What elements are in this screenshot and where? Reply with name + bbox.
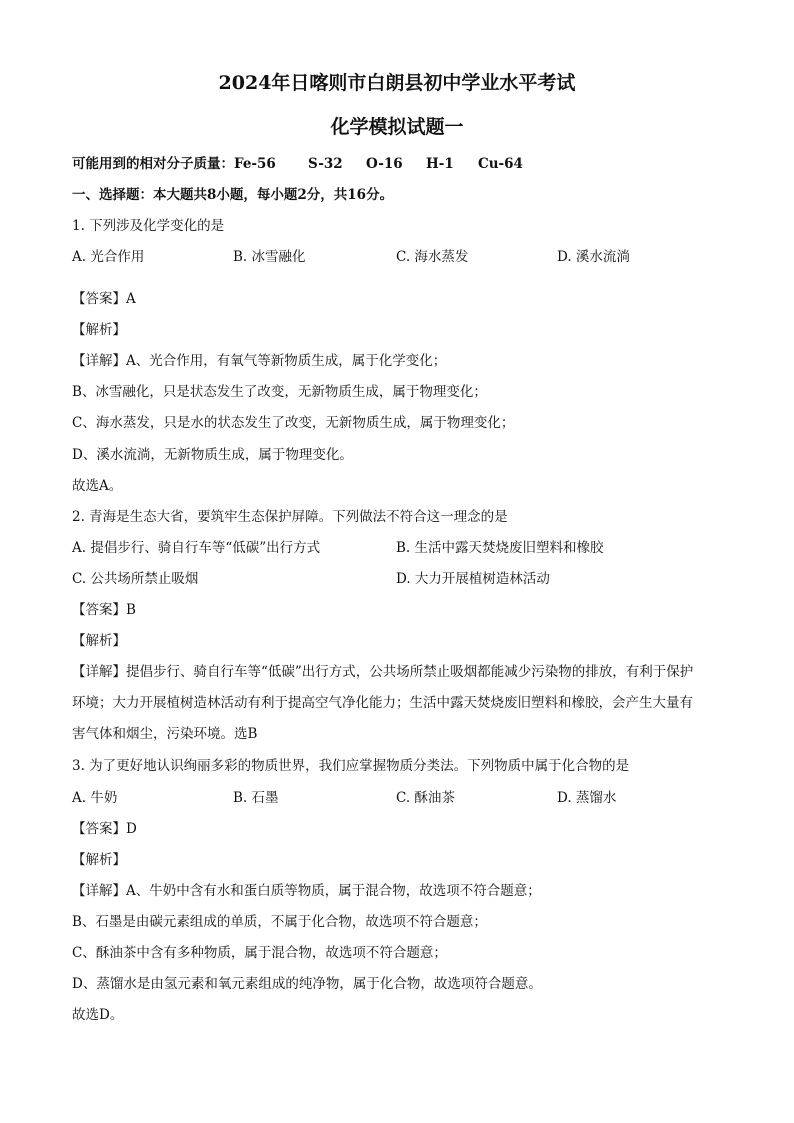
mass-fe: Fe-56 [234,156,276,172]
question-1-detail-line: C、海水蒸发，只是水的状态发生了改变，无新物质生成，属于物理变化； [72,415,515,431]
mass-h: H-1 [426,156,454,172]
question-1-analysis-label: 【解析】 [72,322,126,338]
question-3-option-d: D. 蒸馏水 [557,790,617,806]
question-2-stem: 2. 青海是生态大省，要筑牢生态保护屏障。下列做法不符合这一理念的是 [72,509,508,525]
question-3-detail-line: D、蒸馏水是由氢元素和氧元素组成的纯净物，属于化合物，故选项符合题意。 [72,976,542,992]
mass-cu: Cu-64 [478,156,523,172]
question-3-detail-line: C、酥油茶中含有多种物质，属于混合物，故选项不符合题意； [72,945,447,961]
question-2-detail-line: 环境；大力开展植树造林活动有利于提高空气净化能力；生活中露天焚烧废旧塑料和橡胶，会产生大量有 [72,695,693,711]
page-subtitle: 化学模拟试题一 [330,116,464,138]
question-2-option-a: A. 提倡步行、骑自行车等“低碳”出行方式 [72,540,321,556]
question-2-analysis-label: 【解析】 [72,633,126,649]
question-2-answer: 【答案】B [72,602,136,618]
question-2-option-b: B. 生活中露天焚烧废旧塑料和橡胶 [396,540,604,556]
question-1-option-d: D. 溪水流淌 [557,249,630,265]
question-3-analysis-label: 【解析】 [72,852,126,868]
question-1-detail-line: B、冰雪融化，只是状态发生了改变，无新物质生成，属于物理变化； [72,384,487,400]
section-heading: 一、选择题：本大题共8小题，每小题2分，共16分。 [72,187,394,203]
atomic-masses [72,152,523,172]
mass-s: S-32 [308,156,343,172]
atomic-masses-label: 可能用到的相对分子质量： [72,156,234,172]
question-2-detail-line: 【详解】提倡步行、骑自行车等“低碳”出行方式，公共场所禁止吸烟都能减少污染物的排放，有利于保护 [72,664,694,680]
question-3-option-c: C. 酥油茶 [396,790,455,806]
question-1-option-c: C. 海水蒸发 [396,249,469,265]
question-3-option-a: A. 牛奶 [72,790,118,806]
question-2-option-c: C. 公共场所禁止吸烟 [72,571,199,587]
question-2-detail-line: 害气体和烟尘，污染环境。选B [72,726,258,742]
question-3-stem: 3. 为了更好地认识绚丽多彩的物质世界，我们应掌握物质分类法。下列物质中属于化合物的是 [72,758,630,774]
question-1-option-a: A. 光合作用 [72,249,145,265]
question-3-detail-line: 【详解】A、牛奶中含有水和蛋白质等物质，属于混合物，故选项不符合题意； [72,883,541,899]
question-2-option-d: D. 大力开展植树造林活动 [396,571,550,587]
question-1-stem: 1. 下列涉及化学变化的是 [72,218,225,234]
question-3-answer: 【答案】D [72,821,137,837]
question-3-detail-line: B、石墨是由碳元素组成的单质，不属于化合物，故选项不符合题意； [72,914,487,930]
question-1-answer: 【答案】A [72,291,136,307]
question-1-option-b: B. 冰雪融化 [233,249,306,265]
mass-o: O-16 [366,156,403,172]
question-3-option-b: B. 石墨 [233,790,279,806]
question-1-conclusion: 故选A。 [72,478,123,494]
question-1-detail-line: D、溪水流淌，无新物质生成，属于物理变化。 [72,447,353,463]
question-1-detail-line: 【详解】A、光合作用，有氧气等新物质生成，属于化学变化； [72,353,447,369]
question-3-conclusion: 故选D。 [72,1007,124,1023]
page-title: 2024年日喀则市白朗县初中学业水平考试 [218,72,576,94]
